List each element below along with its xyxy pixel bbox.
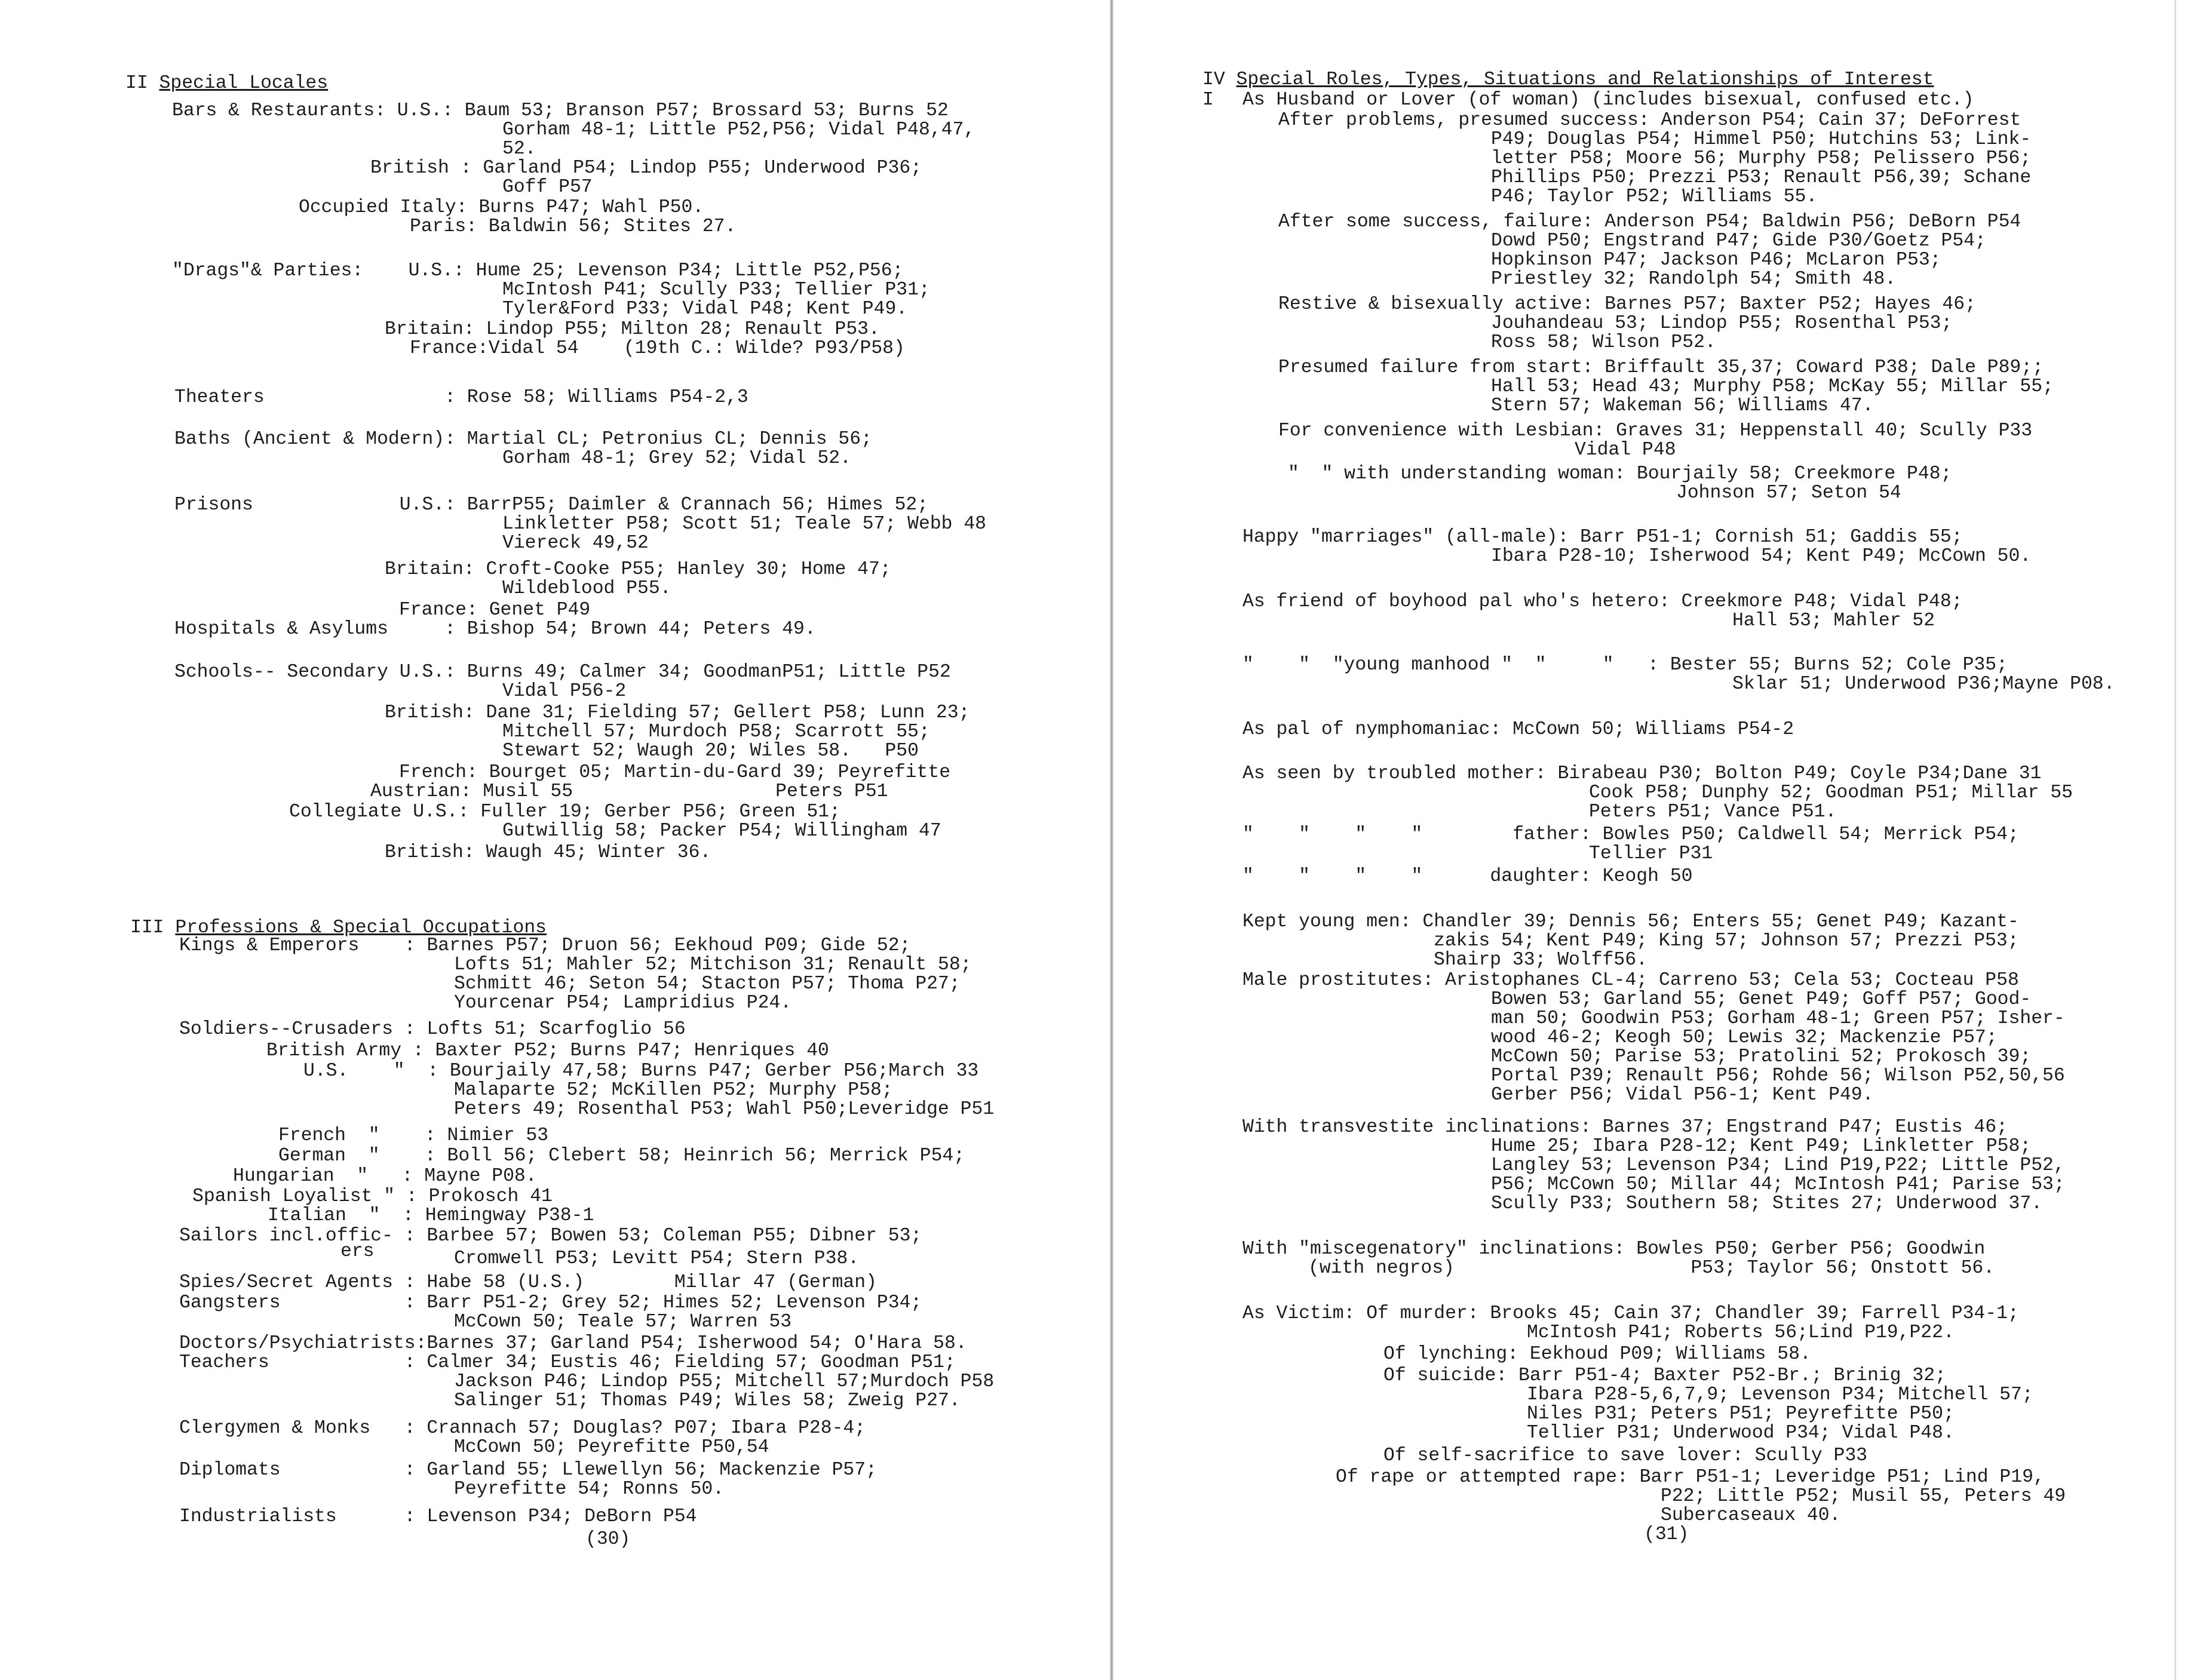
index-entry-line: With transvestite inclinations: Barnes 37; Engstrand P47; Eustis 46; [1242, 1117, 2008, 1138]
index-entry-line: Teachers : Calmer 34; Eustis 46; Fielding 57; Goodman P51; [179, 1352, 956, 1373]
index-entry-line: Gorham 48-1; Grey 52; Vidal 52. [502, 448, 851, 469]
index-entry-line: German " : Boll 56; Clebert 58; Heinrich 56; Merrick P54; [278, 1145, 965, 1166]
section-iii-number: III [130, 917, 164, 938]
index-entry-line: France: Genet P49 [399, 600, 591, 621]
index-entry-line: 52. [502, 139, 536, 159]
index-entry-line: Spanish Loyalist " : Prokosch 41 [192, 1186, 553, 1207]
left-page [0, 0, 1099, 1680]
index-entry-line: Shairp 33; Wolff56. [1434, 950, 1647, 970]
section-iv-number: IV [1202, 69, 1225, 90]
index-entry-line: Paris: Baldwin 56; Stites 27. [410, 216, 737, 237]
index-entry-line: (with negros) P53; Taylor 56; Onstott 56. [1308, 1258, 1995, 1279]
section-iv-heading [1202, 70, 1934, 90]
index-entry-line: letter P58; Moore 56; Murphy P58; Pelissero P56; [1491, 148, 2032, 169]
index-entry-line: Hopkinson P47; Jackson P46; McLaron P53; [1491, 250, 1941, 271]
index-entry-line: British : Garland P54; Lindop P55; Underwood P36; [370, 158, 922, 179]
index-entry-line: Tyler&Ford P33; Vidal P48; Kent P49. [502, 299, 908, 320]
index-entry-line: Schools-- Secondary U.S.: Burns 49; Calmer 34; GoodmanP51; Little P52 [174, 662, 951, 683]
index-entry-line: Langley 53; Levenson P34; Lind P19,P22; Little P52, [1491, 1155, 2065, 1176]
index-entry-line: Hall 53; Mahler 52 [1732, 610, 1935, 631]
index-entry-line: Hungarian " : Mayne P08. [233, 1166, 537, 1187]
index-entry-line: Cromwell P53; Levitt P54; Stern P38. [454, 1248, 860, 1269]
index-entry-line: Theaters : Rose 58; Williams P54-2,3 [174, 387, 748, 408]
index-entry-line: As seen by troubled mother: Birabeau P30; Bolton P49; Coyle P34;Dane 31 [1242, 763, 2042, 784]
index-entry-line: Goff P57 [502, 177, 593, 198]
index-entry-line: Dowd P50; Engstrand P47; Gide P30/Goetz P54; [1491, 231, 1986, 251]
index-entry-line: Gangsters : Barr P51-2; Grey 52; Himes 52; Levenson P34; [179, 1292, 922, 1313]
index-entry-line: Stern 57; Wakeman 56; Williams 47. [1491, 395, 1874, 416]
index-entry-line: British: Waugh 45; Winter 36. [385, 842, 711, 863]
index-entry-line: wood 46-2; Keogh 50; Lewis 32; Mackenzie P57; [1491, 1027, 1998, 1048]
section-iii-title: Professions & Special Occupations [175, 917, 547, 938]
index-entry-line: Britain: Lindop P55; Milton 28; Renault P53. [385, 319, 880, 340]
index-entry-line: " " with understanding woman: Bourjaily 58; Creekmore P48; [1288, 463, 1952, 484]
index-entry-line: P49; Douglas P54; Himmel P50; Hutchins 53; Link- [1491, 129, 2032, 150]
index-entry-line: British Army : Baxter P52; Burns P47; Henriques 40 [266, 1040, 829, 1061]
index-entry-line: McCown 50; Peyrefitte P50,54 [454, 1437, 769, 1458]
index-entry-line: France:Vidal 54 (19th C.: Wilde? P93/P58) [410, 338, 905, 359]
index-entry-line: Bowen 53; Garland 55; Genet P49; Goff P57; Good- [1491, 989, 2032, 1010]
index-entry-line: P22; Little P52; Musil 55, Peters 49 [1661, 1486, 2066, 1507]
index-entry-line: Baths (Ancient & Modern): Martial CL; Petronius CL; Dennis 56; [174, 429, 872, 450]
index-entry-line: Mitchell 57; Murdoch P58; Scarrott 55; [502, 721, 930, 742]
index-entry-line: After some success, failure: Anderson P54; Baldwin P56; DeBorn P54 [1278, 211, 2021, 232]
index-entry-line: Male prostitutes: Aristophanes CL-4; Carreno 53; Cela 53; Cocteau P58 [1242, 970, 2019, 991]
index-entry-line: Niles P31; Peters P51; Peyrefitte P50; [1527, 1403, 1955, 1424]
index-entry-line: Occupied Italy: Burns P47; Wahl P50. [299, 197, 704, 218]
index-entry-line: Diplomats : Garland 55; Llewellyn 56; Mackenzie P57; [179, 1460, 877, 1481]
section-ii-title: Special Locales [159, 73, 329, 94]
index-entry-line: Ross 58; Wilson P52. [1491, 332, 1716, 353]
index-entry-line: " " "young manhood " " " : Bester 55; Burns 52; Cole P35; [1242, 655, 2008, 675]
section-ii-heading [125, 74, 328, 93]
index-entry-line: Viereck 49,52 [502, 533, 649, 554]
index-entry-line: Vidal P56-2 [502, 681, 627, 702]
index-entry-line: Hall 53; Head 43; Murphy P58; McKay 55; Millar 55; [1491, 376, 2054, 397]
index-entry-line: As Husband or Lover (of woman) (includes bisexual, confused etc.) [1242, 90, 1974, 110]
index-entry-line: Stewart 52; Waugh 20; Wiles 58. P50 [502, 741, 919, 761]
index-entry-line: Soldiers--Crusaders : Lofts 51; Scarfoglio 56 [179, 1019, 686, 1040]
index-entry-line: Gorham 48-1; Little P52,P56; Vidal P48,47, [502, 119, 975, 140]
page-number-left: (30) [585, 1529, 631, 1550]
index-entry-line: Prisons U.S.: BarrP55; Daimler & Crannach 56; Himes 52; [174, 495, 929, 515]
index-entry-line: As pal of nymphomaniac: McCown 50; Williams P54-2 [1242, 719, 1794, 740]
index-entry-line: Collegiate U.S.: Fuller 19; Gerber P56; Green 51; [289, 801, 841, 822]
right-page [1123, 0, 2209, 1680]
index-entry-line: Cook P58; Dunphy 52; Goodman P51; Millar 55 [1589, 782, 2073, 803]
index-entry-line: Bars & Restaurants: U.S.: Baum 53; Branson P57; Brossard 53; Burns 52 [172, 100, 949, 121]
index-entry-line: After problems, presumed success: Anderson P54; Cain 37; DeForrest [1278, 110, 2021, 131]
index-entry-line: Yourcenar P54; Lampridius P24. [454, 993, 792, 1013]
page-gutter [1110, 0, 1113, 1680]
section-iv-title: Special Roles, Types, Situations and Relationships of Interest [1236, 69, 1934, 90]
index-entry-line: Of suicide: Barr P51-4; Baxter P52-Br.; Brinig 32; [1383, 1365, 1946, 1386]
index-entry-line: Austrian: Musil 55 Peters P51 [370, 781, 888, 802]
index-entry-line: McCown 50; Parise 53; Pratolini 52; Prokosch 39; [1491, 1046, 2032, 1067]
index-entry-line: "Drags"& Parties: U.S.: Hume 25; Levenson P34; Little P52,P56; [172, 260, 904, 281]
index-entry-line: Peters P51; Vance P51. [1589, 801, 1837, 822]
index-entry-line: " " " " father: Bowles P50; Caldwell 54; Merrick P54; [1242, 824, 2019, 845]
index-entry-line: Peters 49; Rosenthal P53; Wahl P50;Leveridge P51 [454, 1099, 995, 1120]
index-entry-line: Sailors incl.offic- : Barbee 57; Bowen 53; Coleman P55; Dibner 53; [179, 1226, 922, 1246]
index-entry-line: Italian " : Hemingway P38-1 [268, 1205, 594, 1226]
index-entry-line: Spies/Secret Agents : Habe 58 (U.S.) Millar 47 (German) [179, 1272, 877, 1293]
index-entry-line: Malaparte 52; McKillen P52; Murphy P58; [454, 1080, 893, 1101]
index-entry-line: Industrialists : Levenson P34; DeBorn P54 [179, 1506, 697, 1527]
index-entry-line: Restive & bisexually active: Barnes P57; Baxter P52; Hayes 46; [1278, 294, 1976, 315]
index-entry-line: zakis 54; Kent P49; King 57; Johnson 57; Prezzi P53; [1434, 930, 2019, 951]
index-entry-line: Ibara P28-10; Isherwood 54; Kent P49; McCown 50. [1491, 546, 2032, 567]
index-entry-line: Jackson P46; Lindop P55; Mitchell 57;Murdoch P58 [454, 1371, 995, 1392]
index-entry-line: Scully P33; Southern 58; Stites 27; Underwood 37. [1491, 1193, 2043, 1214]
page-edge [2174, 0, 2176, 1680]
index-entry-line: Schmitt 46; Seton 54; Stacton P57; Thoma P27; [454, 973, 961, 994]
index-entry-line: Wildeblood P55. [502, 578, 671, 599]
index-entry-line: Hume 25; Ibara P28-12; Kent P49; Linkletter P58; [1491, 1136, 2032, 1157]
index-entry-line: Subercaseaux 40. [1661, 1505, 1841, 1526]
index-entry-line: As friend of boyhood pal who's hetero: Creekmore P48; Vidal P48; [1242, 591, 1963, 612]
index-entry-line: As Victim: Of murder: Brooks 45; Cain 37; Chandler 39; Farrell P34-1; [1242, 1303, 2019, 1324]
index-entry-line: McCown 50; Teale 57; Warren 53 [454, 1312, 792, 1332]
subsection-i-number: I [1202, 90, 1214, 110]
index-entry-line: U.S. " : Bourjaily 47,58; Burns P47; Gerber P56;March 33 [303, 1061, 979, 1082]
index-entry-line: Hospitals & Asylums : Bishop 54; Brown 44; Peters 49. [174, 619, 816, 640]
section-ii-number: II [125, 73, 148, 94]
index-entry-line: Peyrefitte 54; Ronns 50. [454, 1479, 725, 1500]
page-number-right: (31) [1644, 1524, 1689, 1545]
index-entry-line: Sklar 51; Underwood P36;Mayne P08. [1732, 674, 2115, 695]
index-entry-line: Priestley 32; Randolph 54; Smith 48. [1491, 269, 1897, 290]
index-entry-line: Of rape or attempted rape: Barr P51-1; Leveridge P51; Lind P19, [1336, 1467, 2045, 1488]
index-entry-line: P46; Taylor P52; Williams 55. [1491, 186, 1818, 207]
index-entry-line: Tellier P31; Underwood P34; Vidal P48. [1527, 1423, 1955, 1443]
index-entry-line: British: Dane 31; Fielding 57; Gellert P58; Lunn 23; [385, 702, 970, 723]
index-entry-line: man 50; Goodwin P53; Gorham 48-1; Green P57; Isher- [1491, 1008, 2065, 1029]
index-entry-line: McIntosh P41; Scully P33; Tellier P31; [502, 280, 930, 300]
index-entry-line: Johnson 57; Seton 54 [1676, 483, 1901, 503]
index-entry-line: Happy "marriages" (all-male): Barr P51-1; Cornish 51; Gaddis 55; [1242, 527, 1963, 548]
index-entry-line: Tellier P31 [1589, 843, 1713, 864]
index-entry-line: Salinger 51; Thomas P49; Wiles 58; Zweig P27. [454, 1390, 961, 1411]
index-entry-line: Presumed failure from start: Briffault 35,37; Coward P38; Dale P89;; [1278, 357, 2044, 378]
index-entry-line: For convenience with Lesbian: Graves 31; Heppenstall 40; Scully P33 [1278, 420, 2033, 441]
index-entry-line: Ibara P28-5,6,7,9; Levenson P34; Mitchell 57; [1527, 1384, 2033, 1405]
index-entry-line: Gerber P56; Vidal P56-1; Kent P49. [1491, 1085, 1874, 1105]
index-entry-line: With "miscegenatory" inclinations: Bowles P50; Gerber P56; Goodwin [1242, 1239, 1986, 1260]
index-entry-line: McIntosh P41; Roberts 56;Lind P19,P22. [1527, 1322, 1955, 1343]
index-entry-line: Britain: Croft-Cooke P55; Hanley 30; Home 47; [385, 559, 891, 580]
index-entry-line: ers [340, 1241, 375, 1262]
index-entry-line: Doctors/Psychiatrists:Barnes 37; Garland P54; Isherwood 54; O'Hara 58. [179, 1333, 967, 1354]
index-entry-line: Of lynching: Eekhoud P09; Williams 58. [1383, 1344, 1811, 1365]
index-entry-line: Portal P39; Renault P56; Rohde 56; Wilson P52,50,56 [1491, 1065, 2065, 1086]
index-entry-line: French " : Nimier 53 [278, 1125, 549, 1146]
index-entry-line: Jouhandeau 53; Lindop P55; Rosenthal P53; [1491, 313, 1953, 334]
index-entry-line: French: Bourget 05; Martin-du-Gard 39; Peyrefitte [399, 762, 951, 783]
index-entry-line: P56; McCown 50; Millar 44; McIntosh P41; Parise 53; [1491, 1174, 2065, 1195]
index-entry-line: Gutwillig 58; Packer P54; Willingham 47 [502, 821, 941, 841]
index-entry-line: Phillips P50; Prezzi P53; Renault P56,39; Schane [1491, 167, 2032, 188]
index-entry-line: Linkletter P58; Scott 51; Teale 57; Webb 48 [502, 514, 987, 535]
index-entry-line: Of self-sacrifice to save lover: Scully P33 [1383, 1445, 1868, 1466]
index-entry-line: Kept young men: Chandler 39; Dennis 56; Enters 55; Genet P49; Kazant- [1242, 911, 2019, 932]
index-entry-line: Vidal P48 [1575, 440, 1676, 460]
index-entry-line: Lofts 51; Mahler 52; Mitchison 31; Renault 58; [454, 954, 972, 975]
index-entry-line: Kings & Emperors : Barnes P57; Druon 56; Eekhoud P09; Gide 52; [179, 935, 911, 956]
index-entry-line: " " " " daughter: Keogh 50 [1242, 866, 1693, 887]
index-entry-line: Clergymen & Monks : Crannach 57; Douglas? P07; Ibara P28-4; [179, 1418, 866, 1439]
